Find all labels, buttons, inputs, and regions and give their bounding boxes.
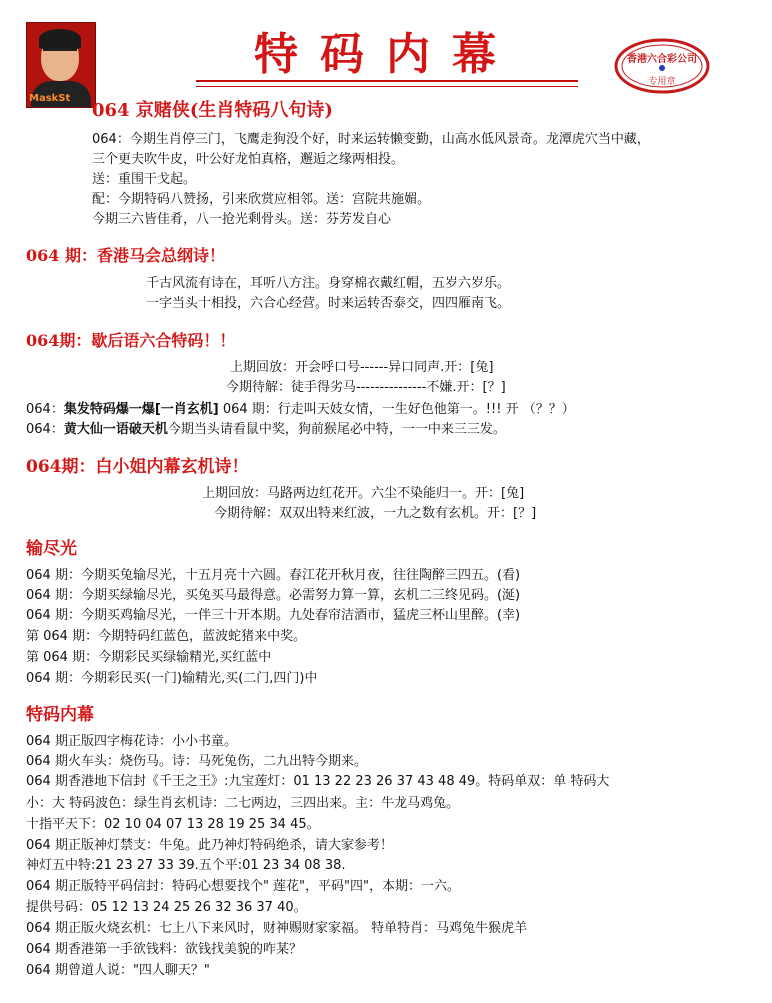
proverb-current: 今期待解：徒手得劣马---------------不嫌.开：[？] — [226, 380, 506, 395]
list-item: 064 期正版特平码信封：特码心想要找个" 莲花"，平码"四"，本期：一六。 — [26, 879, 460, 894]
title-underline — [196, 80, 578, 82]
section-title-lose-all: 输尽光 — [26, 539, 77, 559]
list-item: 064 期火车头：烧伤马。诗：马死兔伤，二九出特今期来。 — [26, 754, 367, 769]
tip-row: 064：集发特码爆一爆[一肖玄机] 064 期：行走叫天妓女情，一生好色他第一。!!! 开 （？？） — [26, 402, 575, 417]
list-item: 小：大 特码波色：绿生肖玄机诗：二七两边，三四出来。主：牛龙马鸡兔。 — [26, 796, 460, 811]
poem-line: 一字当头十相投，六合心经营。时来运转否泰交，四四雁南飞。 — [146, 296, 511, 311]
author-photo — [26, 22, 96, 108]
poem-last: 上期回放：马路两边红花开。六尘不染能归一。开：[兔] — [202, 486, 525, 501]
title-underline-thin — [196, 86, 578, 87]
page-title: 特码内幕 — [254, 29, 518, 80]
list-item: 064 期正版神灯禁支：牛兔。此乃神灯特码绝杀，请大家参考！ — [26, 838, 393, 853]
list-item: 第 064 期：今期特码红蓝色，蓝波蛇猪来中奖。 — [26, 629, 307, 644]
list-item: 064 期：今期买鸡输尽光，一伴三十开本期。九处春帘洁酒市，猛虎三杯山里醉。(幸) — [26, 608, 521, 623]
section-title-inside: 特码内幕 — [26, 705, 94, 725]
list-item: 064 期正版四字梅花诗：小小书童。 — [26, 734, 237, 749]
list-item: 064 期：今期买绿输尽光，买兔买马最得意。必需努力算一算，玄机二三终见码。(涎) — [26, 588, 521, 603]
list-item: 064 期香港地下信封《千王之王》:九宝莲灯：01 13 22 23 26 37 43 48 49。特码单双：单 特码大 — [26, 774, 610, 789]
list-item: 064 期：今期买兔输尽光，十五月亮十六圆。春江花开秋月夜，往往陶醉三四五。(看) — [26, 568, 521, 583]
poem-line: 配：今期特码八赞扬，引来欣赏应相邻。送：宫院共施媚。 — [92, 192, 431, 207]
section-title-poem: 064 京赌侠(生肖特码八句诗) — [92, 100, 333, 121]
proverb-last: 上期回放：开会呼口号------异口同声.开：[兔] — [230, 360, 494, 375]
seal-text: 香港六合彩公司 — [627, 54, 697, 65]
list-item: 第 064 期：今期彩民买绿输精光,买红蓝中 — [26, 650, 272, 665]
list-item: 十指平天下：02 10 04 07 13 28 19 25 34 45。 — [26, 817, 320, 832]
poem-line: 今期三六皆佳肴，八一抢光剩骨头。送：芬芳发自心 — [92, 212, 392, 227]
list-item: 064 期香港第一手欲钱料：欲钱找美貌的咋某？ — [26, 942, 302, 957]
section-title-miss-bai: 064期：白小姐内幕玄机诗！ — [26, 457, 249, 477]
poem-line: 千古风流有诗在，耳听八方注。身穿棉衣戴红帽，五岁六岁乐。 — [146, 276, 511, 291]
poem-line: 三个更夫吹牛皮，叶公好龙怕真格，邂逅之缘两相投。 — [92, 152, 405, 167]
list-item: 064 期正版火烧玄机：七上八下来风时，财神赐财家家福。 特单特肖：马鸡兔牛猴虎羊 — [26, 921, 528, 936]
section-title-jockey-club: 064 期：香港马会总纲诗！ — [26, 246, 225, 265]
tip-row: 064：黄大仙一语破天机今期当头请看鼠中奖，狗前猴尾必中特，一一中来三三发。 — [26, 422, 506, 437]
section-title-proverb: 064期：歇后语六合特码！！ — [26, 331, 236, 350]
list-item: 提供号码：05 12 13 24 25 26 32 36 37 40。 — [26, 900, 307, 915]
poem-line: 064：今期生肖停三门，飞鹰走狗没个好，时来运转懒变勤，山高水低风景奇。龙潭虎穴当中藏， — [92, 132, 650, 147]
official-seal-icon — [614, 38, 710, 94]
list-item: 064 期：今期彩民买(一门)输精光,买(二门,四门)中 — [26, 671, 318, 686]
poem-current: 今期待解：双双出特来红波，一九之数有玄机。开：[？] — [214, 506, 537, 521]
list-item: 064 期曾道人说："四人聊天？" — [26, 963, 210, 978]
seal-subtext: 专用章 — [648, 77, 676, 87]
list-item: 神灯五中特:21 23 27 33 39.五个平:01 23 34 08 38. — [26, 858, 346, 873]
poem-line: 送：重围干戈起。 — [92, 172, 197, 187]
photo-watermark: MaskSt — [29, 93, 71, 104]
